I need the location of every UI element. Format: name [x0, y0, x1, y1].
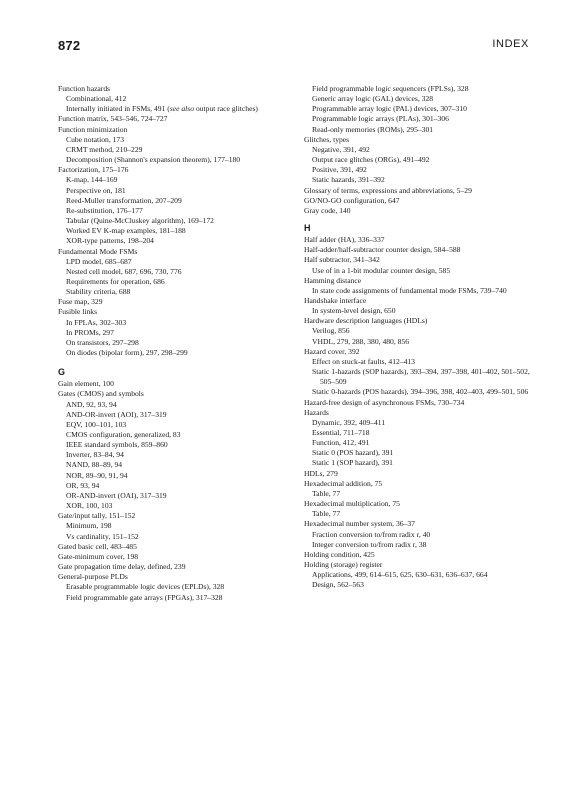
index-subentry: Table, 77	[312, 509, 341, 519]
index-entry: Function minimization	[58, 124, 128, 134]
index-entry: Hexadecimal number system, 36–37	[304, 519, 415, 529]
index-subentry: Internally initiated in FSMs, 491 (see also output race glitches)	[66, 104, 258, 114]
index-subentry: CMOS configuration, generalized, 83	[66, 430, 181, 439]
index-subentry: Fraction conversion to/from radix r, 40	[312, 529, 431, 539]
index-entry: Gray code, 140	[304, 205, 351, 215]
index-subentry: Requirements for operation, 686	[66, 276, 165, 286]
index-entry: Holding condition, 425	[304, 549, 375, 559]
index-subentry: Field programmable gate arrays (FPGAs), 317–328	[66, 592, 223, 602]
index-subentry: Vs cardinality, 151–152	[66, 531, 139, 541]
index-entry: Hexadecimal addition, 75	[304, 478, 383, 488]
index-subentry: Effect on stuck-at faults, 412–413	[312, 356, 415, 366]
index-subentry: Inverter, 83–84, 94	[66, 450, 124, 460]
index-column-left	[58, 84, 298, 603]
index-subentry: XOR, 100, 103	[66, 501, 113, 511]
index-entry: Half subtractor, 341–342	[304, 255, 380, 265]
index-subentry: Decomposition (Shannon's expansion theorem), 177–180	[66, 155, 241, 165]
index-subentry: Programmable array logic (PAL) devices, 307–310	[312, 104, 467, 114]
index-subentry: Re-substitution, 176–177	[66, 205, 143, 215]
index-entry: Glossary of terms, expressions and abbreviations, 5–29	[304, 185, 472, 195]
index-subentry: In PROMs, 297	[66, 327, 114, 337]
index-subentry: VHDL, 279, 288, 380, 480, 856	[312, 336, 410, 346]
index-subentry: Dynamic, 392, 409–411	[312, 417, 386, 427]
index-subentry: Combinational, 412	[66, 94, 127, 104]
index-entry: Function hazards	[58, 84, 111, 93]
index-subentry: OR-AND-invert (OAI), 317–319	[66, 490, 167, 500]
index-subentry: Table, 77	[312, 488, 341, 498]
index-subentry: Cube notation, 173	[66, 134, 125, 144]
index-subentry: K-map, 144–169	[66, 175, 118, 185]
index-entry: Hazard-free design of asynchronous FSMs, 730–734	[304, 397, 465, 407]
index-subentry: Negative, 391, 492	[312, 144, 370, 154]
index-subentry: Output race glitches (ORGs), 491–492	[312, 155, 430, 165]
index-entry: Holding (storage) register	[304, 560, 383, 570]
index-entry: General-purpose PLDs	[58, 572, 128, 582]
index-entry: Glitches, types	[304, 134, 350, 144]
cross-reference: see also	[169, 104, 195, 114]
index-entry: HDLs, 279	[304, 468, 338, 478]
index-subentry: Static 0 (POS hazard), 391	[312, 448, 394, 458]
page-number: 872	[58, 38, 81, 53]
index-subentry: Perspective on, 181	[66, 185, 126, 195]
index-entry: Half adder (HA), 336–337	[304, 235, 385, 245]
index-entry: Hardware description languages (HDLs)	[304, 316, 428, 326]
index-entry: Half-adder/half-subtractor counter design, 584–588	[304, 245, 461, 255]
index-subentry: Integer conversion to/from radix r, 38	[312, 539, 427, 549]
index-subentry: In system-level design, 650	[312, 306, 396, 316]
index-subentry: Use of in a 1-bit modular counter design, 585	[312, 265, 451, 275]
index-subentry: Static hazards, 391–392	[312, 175, 385, 185]
index-subentry: Generic array logic (GAL) devices, 328	[312, 94, 434, 104]
index-subentry: NAND, 88–89, 94	[66, 460, 123, 470]
index-entry: Function matrix, 543–546, 724–727	[58, 114, 168, 124]
index-subentry: OR, 93, 94	[66, 480, 100, 490]
index-subentry: Nested cell model, 687, 696, 730, 776	[66, 266, 182, 276]
index-entry: Hexadecimal multiplication, 75	[304, 499, 400, 509]
index-subentry: Essential, 711–718	[312, 428, 370, 437]
index-subentry: In state code assignments of fundamental mode FSMs, 739–740	[312, 285, 507, 295]
index-entry: Handshake interface	[304, 295, 367, 305]
index-subentry: EQV, 100–101, 103	[66, 419, 127, 429]
index-entry: Fuse map, 329	[58, 297, 103, 307]
index-subentry: Design, 562–563	[312, 580, 364, 590]
index-subentry: Applications, 499, 614–615, 625, 630–631, 636–637, 664	[312, 570, 488, 580]
index-subentry: On diodes (bipolar form), 297, 298–299	[66, 348, 188, 358]
index-subentry: Reed-Muller transformation, 207–209	[66, 195, 182, 205]
index-subentry: In FPLAs, 302–303	[66, 317, 127, 327]
index-entry: Gate-minimum cover, 198	[58, 551, 139, 561]
index-entry: Gate propagation time delay, defined, 239	[58, 562, 186, 572]
index-entry: Factorization, 175–176	[58, 165, 129, 175]
index-subentry: Minimum, 198	[66, 521, 112, 531]
index-entry: Hazard cover, 392	[304, 346, 360, 356]
index-subentry: XOR-type patterns, 198–204	[66, 236, 154, 246]
index-subentry: NOR, 89–90, 91, 94	[66, 470, 128, 480]
index-entry: Fusible links	[58, 307, 98, 317]
index-column-right	[304, 84, 544, 591]
index-entry: Gain element, 100	[58, 379, 114, 389]
index-subentry: CRMT method, 210–229	[66, 144, 143, 154]
index-subentry: Verilog, 856	[312, 326, 350, 336]
index-entry: Hazards	[304, 407, 329, 417]
index-subentry: LPD model, 685–687	[66, 256, 132, 266]
index-subentry: Erasable programmable logic devices (EPLDs), 328	[66, 582, 225, 592]
index-entry: Fundamental Mode FSMs	[58, 246, 138, 256]
index-subentry: Static 0-hazards (POS hazards), 394–396, 398, 402–403, 499–501, 506	[312, 387, 529, 397]
section-letter: G	[58, 367, 66, 378]
section-letter: H	[304, 223, 311, 234]
index-entry: GO/NO-GO configuration, 647	[304, 195, 400, 205]
index-subentry: Tabular (Quine-McCluskey algorithm), 169–172	[66, 216, 214, 226]
index-subentry: Function, 412, 491	[312, 438, 370, 448]
index-subentry: Stability criteria, 688	[66, 287, 131, 297]
index-subentry: Static 1 (SOP hazard), 391	[312, 458, 393, 468]
index-subentry: AND-OR-invert (AOI), 317–319	[66, 409, 167, 419]
index-subentry: AND, 92, 93, 94	[66, 399, 117, 409]
running-head: INDEX	[492, 38, 529, 50]
index-subentry: On transistors, 297–298	[66, 337, 139, 347]
index-subentry: Static 1-hazards (SOP hazards), 393–394, 397–398, 401–402, 501–502, 505–509	[312, 367, 530, 387]
index-entry: Gated basic cell, 483–485	[58, 541, 137, 551]
index-entry: Hamming distance	[304, 275, 362, 285]
index-entry: Gates (CMOS) and symbols	[58, 389, 144, 399]
index-subentry: Worked EV K-map examples, 181–188	[66, 226, 186, 236]
index-subentry: Positive, 391, 492	[312, 165, 367, 175]
index-subentry: Field programmable logic sequencers (FPLSs), 328	[312, 84, 469, 93]
index-subentry: Programmable logic arrays (PLAs), 301–306	[312, 114, 449, 124]
index-subentry: IEEE standard symbols, 859–860	[66, 440, 168, 450]
index-entry: Gate/input tally, 151–152	[58, 511, 136, 521]
index-subentry: Read-only memories (ROMs), 295–301	[312, 124, 434, 134]
